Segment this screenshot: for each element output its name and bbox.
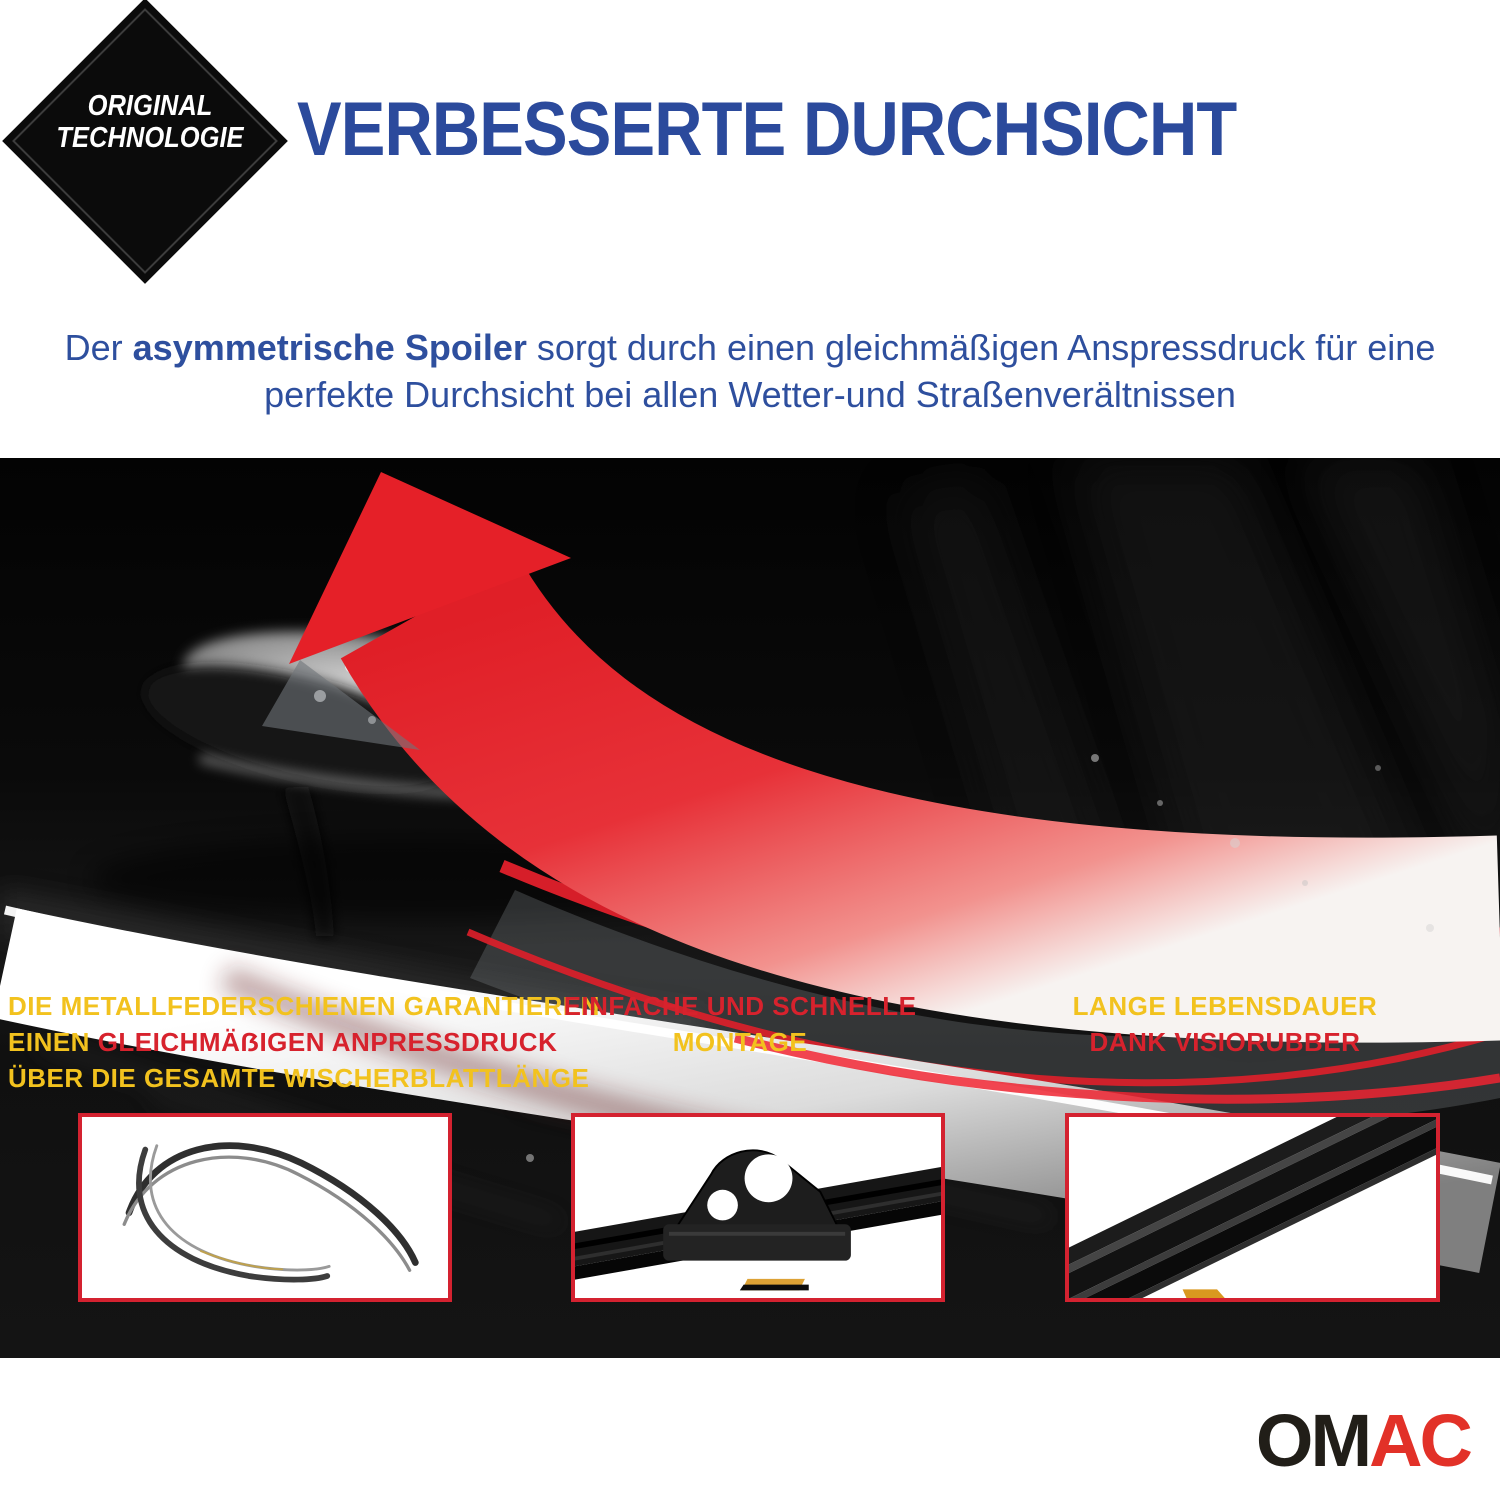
badge-text <box>44 90 255 154</box>
intro-bold: asymmetrische Spoiler <box>132 327 527 368</box>
omac-logo-ac: AC <box>1369 1399 1470 1482</box>
thumbnail-spring-rails <box>78 1113 452 1302</box>
feature-long-life <box>1035 988 1415 1060</box>
omac-logo-om: OM <box>1255 1399 1370 1482</box>
feature-metal-rails-line3: ÜBER DIE GESAMTE WISCHERBLATTLÄNGE <box>8 1063 590 1093</box>
rubber-strip-image <box>1069 1117 1436 1298</box>
intro-line1 <box>0 324 1500 371</box>
badge-line1: ORIGINAL <box>87 90 213 122</box>
feature-long-life-line1: LANGE LEBENSDAUER <box>1072 991 1378 1021</box>
spring-rails-image <box>82 1117 448 1298</box>
feature-easy-montage <box>560 988 920 1060</box>
feature-metal-rails-line2 <box>8 1024 558 1060</box>
intro-text <box>0 324 1500 418</box>
thumbnail-adapter <box>571 1113 945 1302</box>
feature-easy-montage-line2: MONTAGE <box>672 1027 808 1057</box>
badge-line2: TECHNOLOGIE <box>56 122 244 154</box>
intro-lead: Der <box>64 327 133 368</box>
feature-metal-rails-line2b: GLEICHMÄẞIGEN ANPRESSDRUCK <box>97 1027 558 1057</box>
feature-long-life-line2: DANK VISIORUBBER <box>1089 1027 1361 1057</box>
feature-metal-rails <box>8 988 600 1096</box>
omac-logo <box>1256 1398 1470 1483</box>
product-photo-banner <box>0 458 1500 1358</box>
page-title: VERBESSERTE DURCHSICHT <box>297 87 1237 172</box>
thumbnail-rubber <box>1065 1113 1440 1302</box>
adapter-image <box>575 1117 941 1298</box>
feature-easy-montage-line1: EINFACHE UND SCHNELLE <box>563 991 917 1021</box>
intro-rest: sorgt durch einen gleichmäßigen Anspressdruck für eine <box>526 327 1436 368</box>
intro-line2: perfekte Durchsicht bei allen Wetter-und Straßenverältnissen <box>264 374 1236 415</box>
feature-metal-rails-line2a: EINEN <box>8 1027 90 1057</box>
feature-metal-rails-line1: DIE METALLFEDERSCHIENEN GARANTIEREN <box>8 991 600 1021</box>
